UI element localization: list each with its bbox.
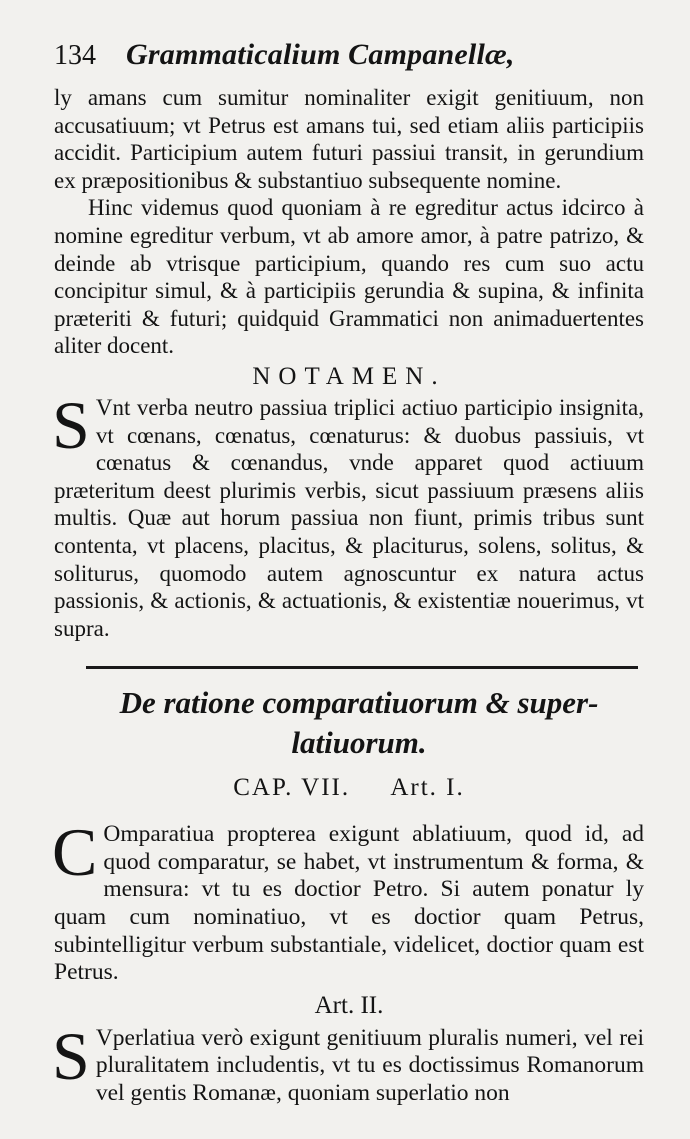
article-number: Art. I. bbox=[390, 774, 465, 802]
paragraph-hinc-videmus: Hinc videmus quod quoniam à re egreditur actus idcirco à nomine egreditur verbum, vt ab amore amor, à patre patrizo, & deinde ab vtrisque participium, quando res cum suo actu concipitur simul, & à participiis gerundia & supina, & infinita præteriti & futuri; quidquid Grammatici non animaduertentes aliter docent. bbox=[54, 195, 644, 359]
article-1-paragraph bbox=[52, 814, 644, 987]
section-title-line-1: De ratione comparatiuorum & super- bbox=[119, 685, 599, 721]
article-1-text: Omparatiua propterea exigunt ablatiuum, quod id, ad quod comparatur, se habet, vt instrumentum & forma, & mensura: vt tu es doctior Petro. Si autem ponatur ly quam cum nominatiuo, vt es doctior quam Petrus, subintelligitur verbum substantiale, videlicet, doctior quam est Petrus. bbox=[54, 821, 644, 986]
drop-cap: S bbox=[52, 1017, 90, 1094]
chapter-heading bbox=[54, 773, 644, 803]
notamen-paragraph bbox=[52, 386, 644, 642]
chapter-number: CAP. VII. bbox=[233, 774, 351, 802]
drop-cap: S bbox=[52, 386, 90, 463]
running-title: Grammaticalium Campanellæ, bbox=[126, 38, 515, 71]
notamen-heading: NOTAMEN. bbox=[252, 362, 446, 390]
notamen-text: Vnt verba neutro passiua triplici actiuo participio insignita, vt cœnans, cœnatus, cœnaturus: & duobus passiuis, vt cœnatus & cœnandus, vnde apparet quod actiuum præteritum deest plurimis verbis, sicut passiuum præsens aliis multis. Quæ aut horum passiua non fiunt, primis tribus sunt contenta, vt placens, placitus, & placiturus, solens, solitus, & soliturus, quomodo autem agnoscuntur ex natura actus passionis, & actionis, & actuationis, & existentiæ nouerimus, vt supra. bbox=[54, 394, 644, 641]
article-2-paragraph bbox=[52, 1017, 644, 1108]
page-header bbox=[54, 38, 644, 84]
page-number: 134 bbox=[54, 40, 96, 71]
drop-cap: C bbox=[52, 814, 98, 891]
section-divider bbox=[86, 666, 638, 669]
paragraph-participle: ly amans cum sumitur nominaliter exigit genitiuum, non accusatiuum; vt Petrus est amans tui, sed etiam aliis participiis accidit. Participium autem futuri passiui transit, in gerundium ex præpositionibus & substantiuo subsequente nomine. bbox=[54, 85, 644, 193]
section-title bbox=[54, 683, 644, 763]
article-2-heading: Art. II. bbox=[314, 991, 384, 1019]
article-2-text: Vperlatiua verò exigunt genitiuum pluralis numeri, vel rei pluralitatem includentis, vt tu es doctissimus Romanorum vel gentis Romanæ, quoniam superlatio non bbox=[95, 1024, 644, 1107]
section-title-line-2: latiuorum. bbox=[291, 725, 427, 761]
